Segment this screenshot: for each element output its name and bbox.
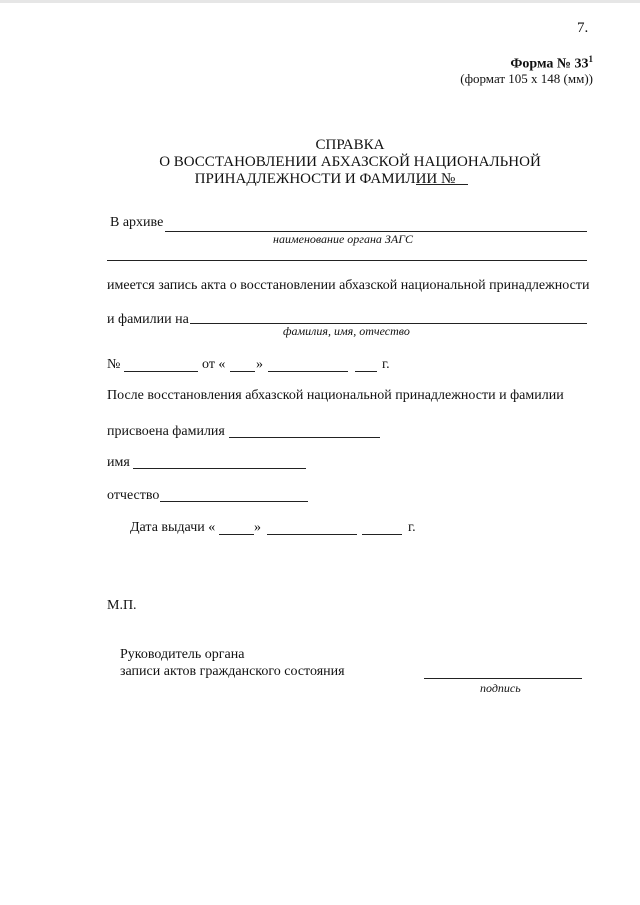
- assigned-surname-field[interactable]: [229, 437, 380, 438]
- full-name-hint: фамилия, имя, отчество: [283, 324, 410, 338]
- certificate-number-field[interactable]: [416, 184, 468, 185]
- registry-office-name-field-continued[interactable]: [107, 260, 587, 261]
- record-day-quote-close: »: [256, 357, 263, 372]
- title-subline-2-text: ПРИНАДЛЕЖНОСТИ И ФАМИЛИИ №: [194, 171, 456, 187]
- document-title: СПРАВКА: [315, 137, 385, 153]
- issue-year-field[interactable]: [362, 534, 402, 535]
- signature-field[interactable]: [424, 678, 582, 679]
- issue-year-suffix: г.: [408, 520, 416, 535]
- issue-day-field[interactable]: [219, 534, 254, 535]
- issue-day-quote-close: »: [254, 520, 261, 535]
- scan-edge-strip: [0, 0, 640, 3]
- signature-hint: подпись: [480, 681, 521, 695]
- title-subline-1: О ВОССТАНОВЛЕНИИ АБХАЗСКОЙ НАЦИОНАЛЬНОЙ: [159, 154, 541, 170]
- after-restoration-text: После восстановления абхазской национальной принадлежности и фамилии: [107, 388, 564, 403]
- archive-label: В архиве: [110, 215, 164, 230]
- record-year-suffix: г.: [382, 357, 390, 372]
- title-subline-2: [0, 170, 640, 188]
- head-title-line-1: Руководитель органа: [120, 647, 245, 662]
- form-number: [510, 54, 593, 73]
- registry-office-hint: наименование органа ЗАГС: [273, 232, 414, 246]
- surname-label: и фамилии на: [107, 312, 189, 327]
- assigned-surname-label: присвоена фамилия: [107, 424, 225, 439]
- record-date-from-label: от «: [202, 357, 226, 372]
- page-number: 7.: [577, 20, 589, 36]
- name-label: имя: [107, 455, 130, 470]
- record-number-label: №: [107, 357, 121, 372]
- form-number-label: Форма № 33: [510, 56, 589, 72]
- stamp-placeholder: М.П.: [107, 598, 137, 613]
- patronymic-label: отчество: [107, 488, 160, 503]
- record-statement: имеется запись акта о восстановлении абхазской национальной принадлежности: [107, 278, 590, 293]
- patronymic-field[interactable]: [160, 501, 308, 502]
- record-day-field[interactable]: [230, 371, 255, 372]
- issue-month-field[interactable]: [267, 534, 357, 535]
- record-number-field[interactable]: [124, 371, 198, 372]
- record-year-field[interactable]: [355, 371, 377, 372]
- form-number-superscript: 1: [588, 54, 593, 64]
- issue-date-label: Дата выдачи «: [130, 520, 216, 535]
- head-title-line-2: записи актов гражданского состояния: [120, 664, 345, 679]
- form-format: (формат 105 х 148 (мм)): [460, 71, 593, 86]
- record-month-field[interactable]: [268, 371, 348, 372]
- name-field[interactable]: [133, 468, 306, 469]
